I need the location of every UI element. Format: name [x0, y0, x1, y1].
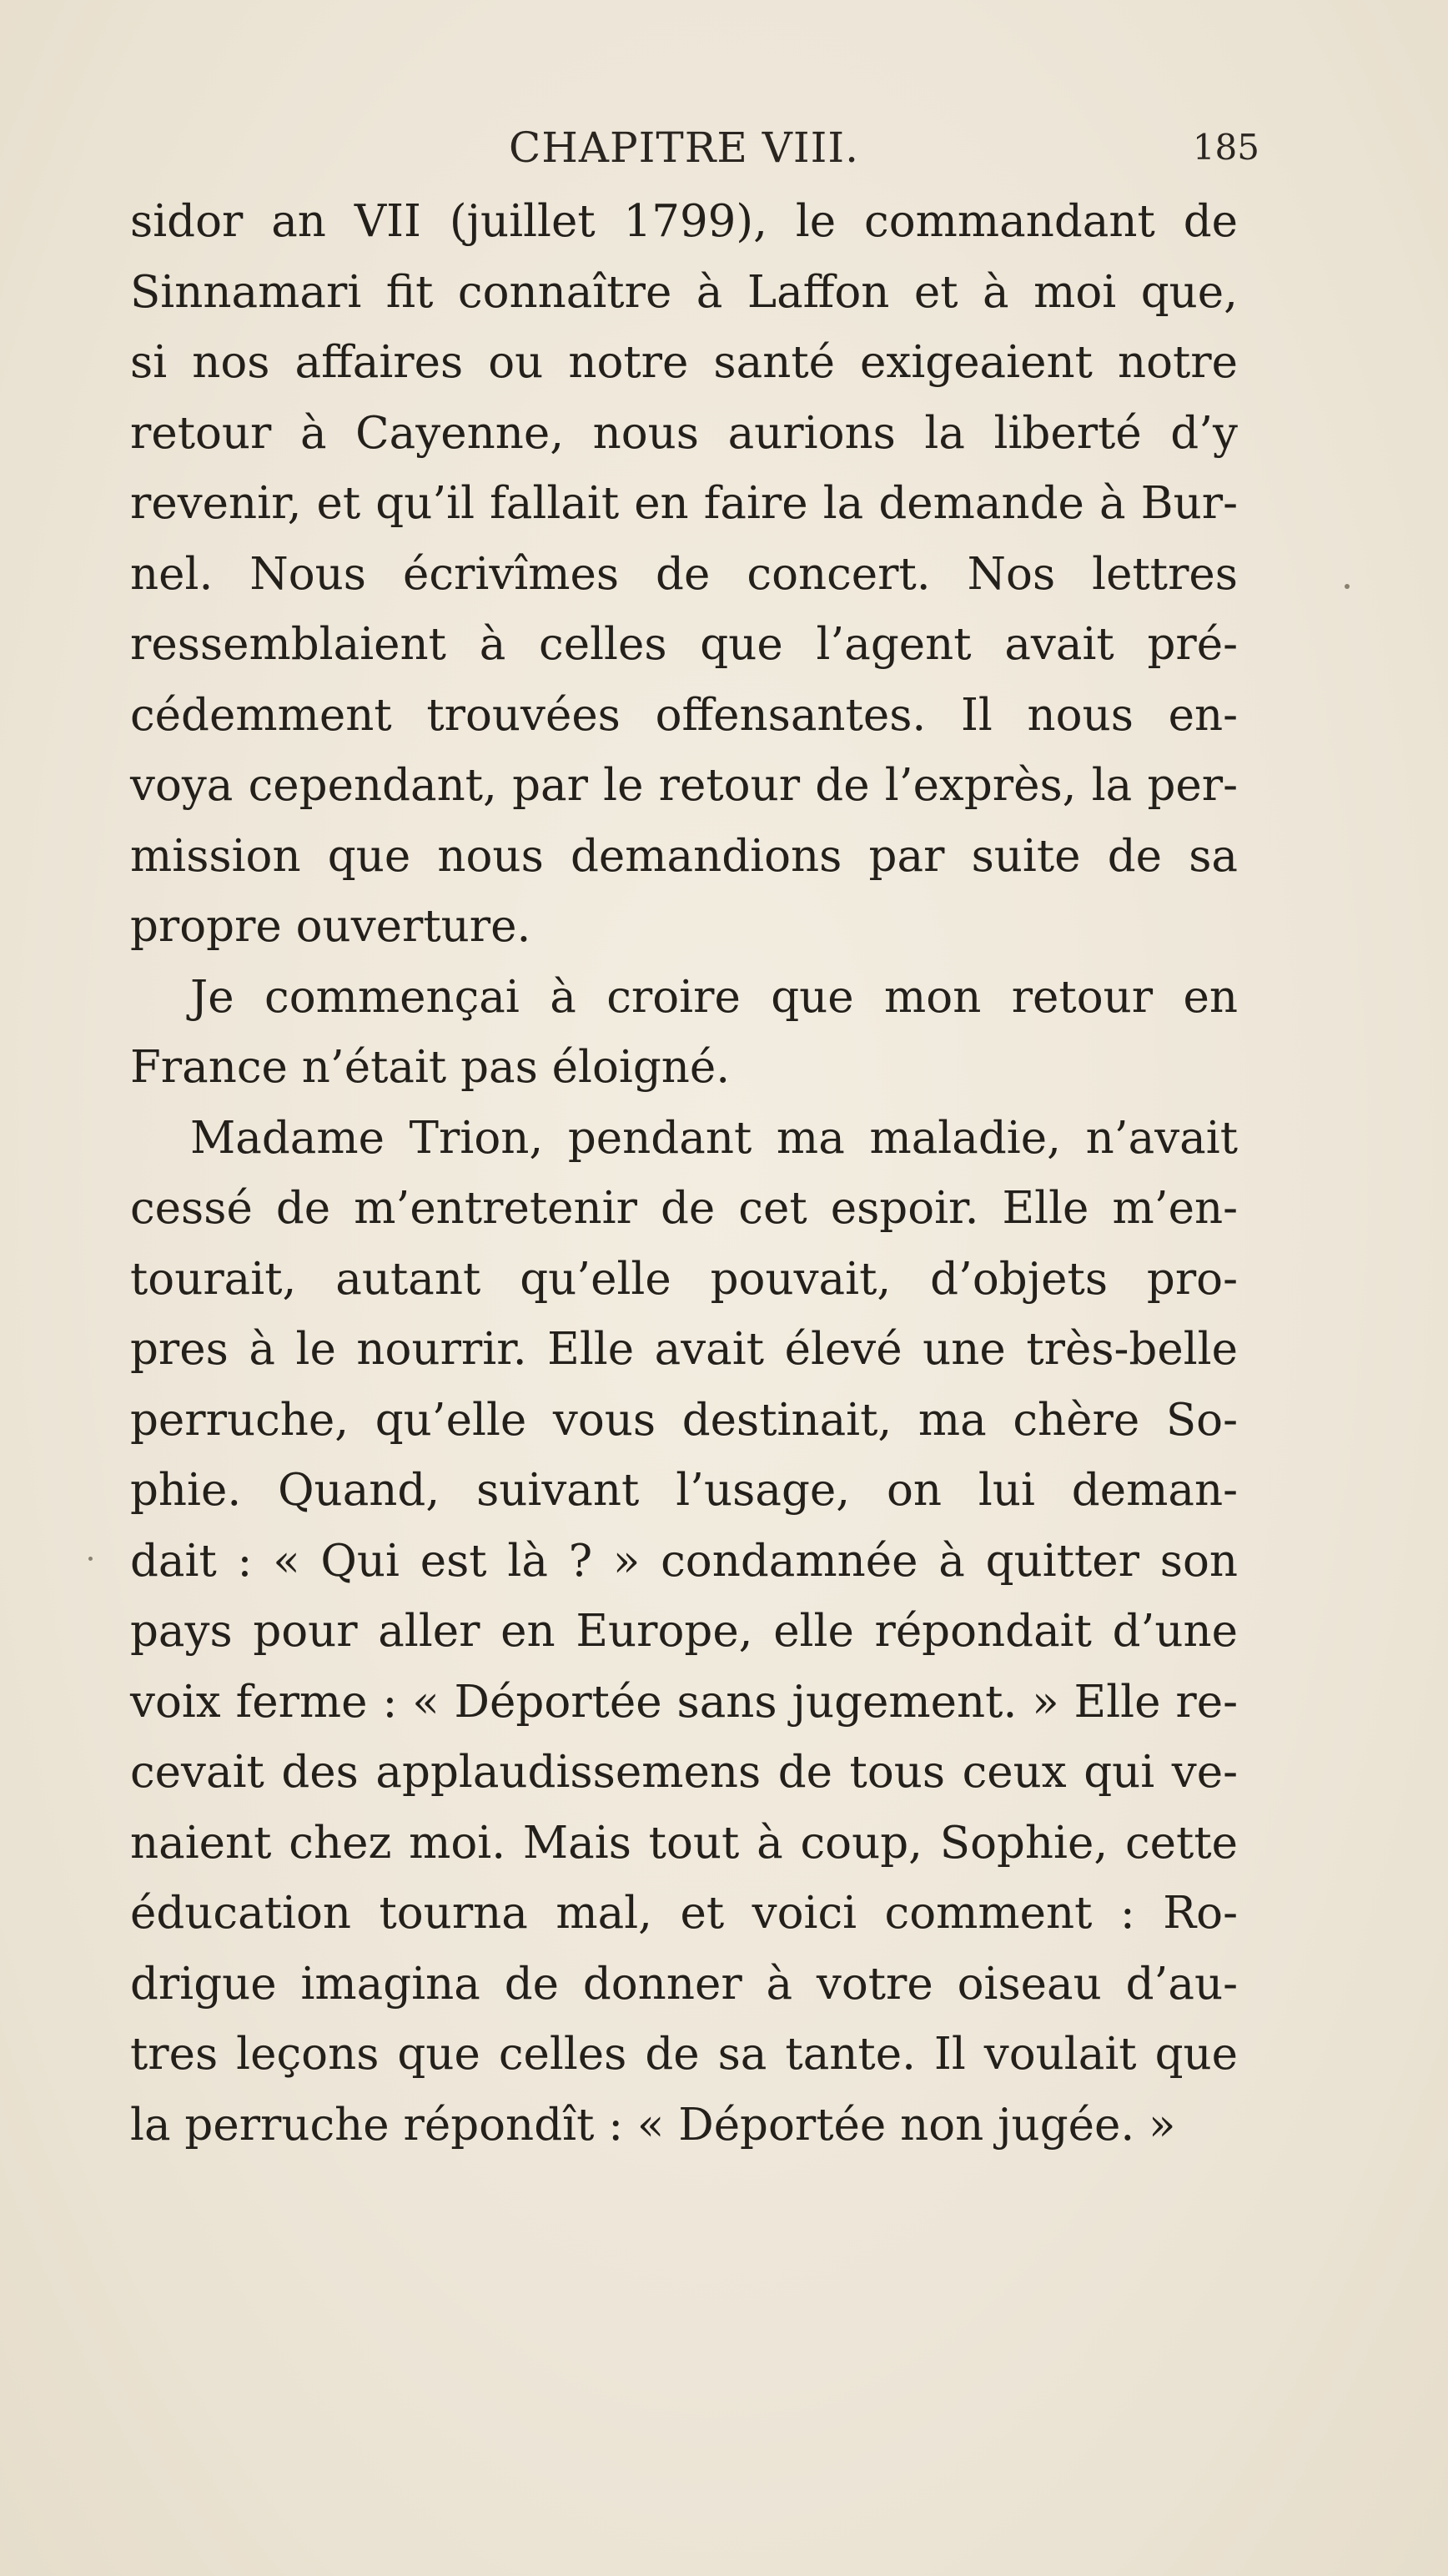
text-line: ressemblaient à celles que l’agent avait pré-	[130, 619, 1238, 670]
paper-speck	[88, 1557, 93, 1561]
text-line: drigue imagina de donner à votre oiseau d’au-	[130, 1958, 1238, 2010]
text-line: phie. Quand, suivant l’usage, on lui deman-	[130, 1465, 1238, 1516]
chapter-title: CHAPITRE VIII.	[509, 123, 860, 172]
text-line: la perruche répondît : « Déportée non jugée. »	[130, 2099, 1176, 2151]
paper-speck	[1345, 584, 1350, 589]
text-line: dait : « Qui est là ? » condamnée à quitter son	[130, 1535, 1238, 1587]
text-line: cessé de m’entretenir de cet espoir. Elle m’en-	[130, 1183, 1238, 1234]
text-line: voya cependant, par le retour de l’exprès, la per-	[130, 760, 1238, 811]
text-line: cevait des applaudissemens de tous ceux qui ve-	[130, 1747, 1238, 1798]
page-number: 185	[1192, 127, 1259, 168]
text-line: pays pour aller en Europe, elle répondait d’une	[130, 1606, 1238, 1657]
text-line: sidor an VII (juillet 1799), le commandant de	[130, 196, 1238, 247]
text-line: Madame Trion, pendant ma maladie, n’avait	[190, 1112, 1238, 1164]
text-line: retour à Cayenne, nous aurions la liberté d’y	[130, 407, 1238, 459]
text-line: tres leçons que celles de sa tante. Il voulait que	[130, 2029, 1238, 2080]
text-line: perruche, qu’elle vous destinait, ma chère So-	[130, 1394, 1238, 1446]
text-line: tourait, autant qu’elle pouvait, d’objets pro-	[130, 1253, 1238, 1305]
text-line: Sinnamari fit connaître à Laffon et à moi que,	[130, 266, 1238, 318]
body-text	[130, 187, 1238, 2161]
running-head	[125, 117, 1259, 184]
text-line: mission que nous demandions par suite de sa	[130, 830, 1238, 882]
text-line: si nos affaires ou notre santé exigeaient notre	[130, 337, 1238, 388]
text-line: Je commençai à croire que mon retour en	[190, 971, 1238, 1023]
text-line: voix ferme : « Déportée sans jugement. » Elle re-	[130, 1676, 1238, 1728]
text-line: éducation tourna mal, et voici comment : Ro-	[130, 1888, 1238, 1939]
text-line: France n’était pas éloigné.	[130, 1042, 731, 1093]
text-line: revenir, et qu’il fallait en faire la demande à Bur-	[130, 478, 1238, 529]
text-line: nel. Nous écrivîmes de concert. Nos lettres	[130, 548, 1238, 600]
text-line: propre ouverture.	[130, 901, 531, 952]
text-line: pres à le nourrir. Elle avait élevé une très-belle	[130, 1324, 1238, 1375]
text-line: naient chez moi. Mais tout à coup, Sophie, cette	[130, 1817, 1238, 1869]
text-line: cédemment trouvées offensantes. Il nous en-	[130, 689, 1238, 741]
